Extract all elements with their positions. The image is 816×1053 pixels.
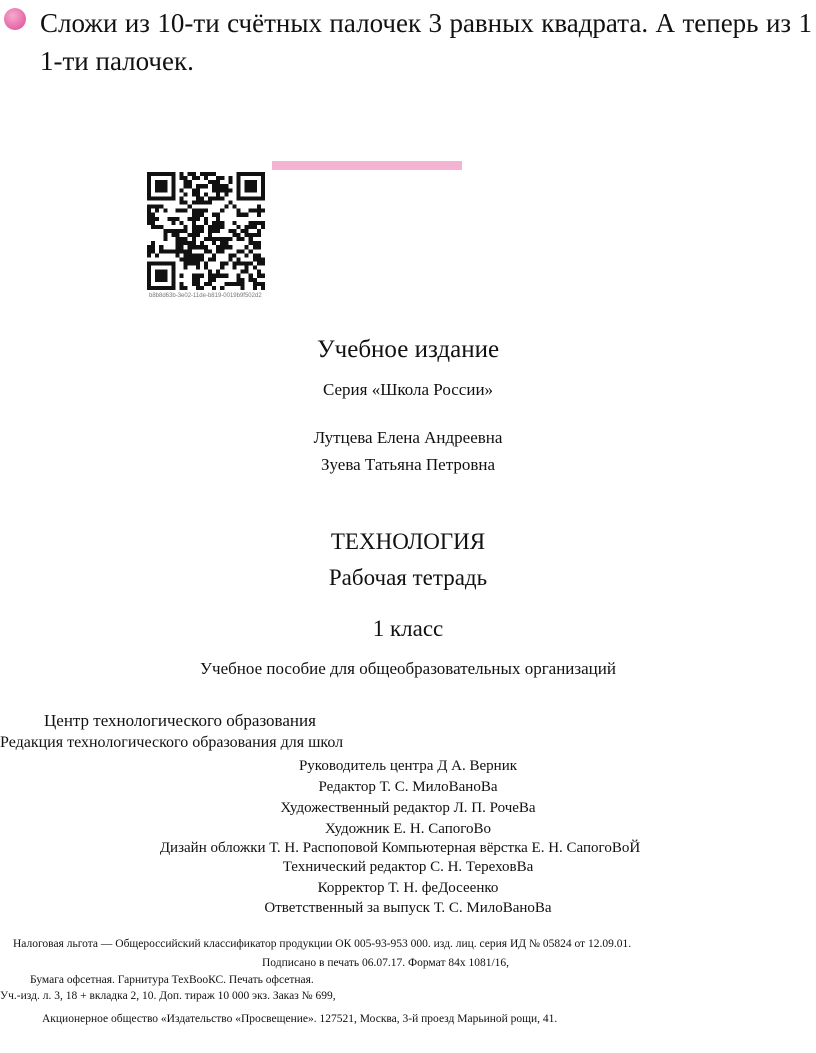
staff-line: Художественный редактор Л. П. РочеВа xyxy=(280,800,536,816)
task-text: Сложи из 10-ти счётных палочек 3 равных квадрата. А теперь из 1 1-ти палочек. xyxy=(40,8,812,76)
edition-type: Учебное издание xyxy=(316,336,500,363)
staff-line: Редактор Т. С. МилоВаноВа xyxy=(318,779,498,795)
author-name: Зуева Татьяна Петровна xyxy=(320,455,496,474)
book-grade: 1 класс xyxy=(372,616,444,641)
staff-line: Ответственный за выпуск Т. С. МилоВаноВа xyxy=(264,900,552,916)
accent-bar xyxy=(272,161,462,170)
author-name: Лутцева Елена Андреевна xyxy=(313,428,503,447)
publisher-redaction: Редакция технологического образования для школ xyxy=(0,734,344,751)
series-name: Серия «Школа России» xyxy=(322,380,494,399)
staff-line: Руководитель центра Д А. Верник xyxy=(298,758,518,774)
imprint-tax: Налоговая льгота — Общероссийский классификатор продукции ОК 005-93-953 000. изд. лиц. серия ИД № 05824 от 12.09.01. xyxy=(13,938,632,950)
staff-line: Технический редактор С. Н. ТереховВа xyxy=(282,859,534,875)
book-subject: ТЕХНОЛОГИЯ xyxy=(330,529,486,554)
imprint-sheets: Уч.-изд. л. 3, 18 + вкладка 2, 10. Доп. тираж 10 000 экз. Заказ № 699, xyxy=(0,990,336,1002)
staff-line: Корректор Т. Н. феДосеенко xyxy=(317,880,499,896)
book-type: Рабочая тетрадь xyxy=(328,565,488,590)
qr-code-icon xyxy=(147,172,265,290)
imprint-paper: Бумага офсетная. Гарнитура ТехВооКС. Печать офсетная. xyxy=(30,974,314,986)
imprint-signed: Подписано в печать 06.07.17. Формат 84х 1081/16, xyxy=(262,957,510,969)
publisher-center: Центр технологического образования xyxy=(44,711,316,730)
qr-caption: b8b8d63b-3e02-11de-b819-0019b9f502d2 xyxy=(149,293,262,299)
bullet-icon xyxy=(4,8,26,30)
staff-line: Художник Е. Н. СапогоВо xyxy=(324,821,492,837)
imprint-company: Акционерное общество «Издательство «Просвещение». 127521, Москва, 3-й проезд Марьиной рощи, 41. xyxy=(42,1013,558,1025)
book-purpose: Учебное пособие для общеобразовательных организаций xyxy=(200,659,616,678)
staff-line: Дизайн обложки Т. Н. Распоповой Компьютерная вёрстка Е. Н. СапогоВоЙ xyxy=(159,840,641,856)
